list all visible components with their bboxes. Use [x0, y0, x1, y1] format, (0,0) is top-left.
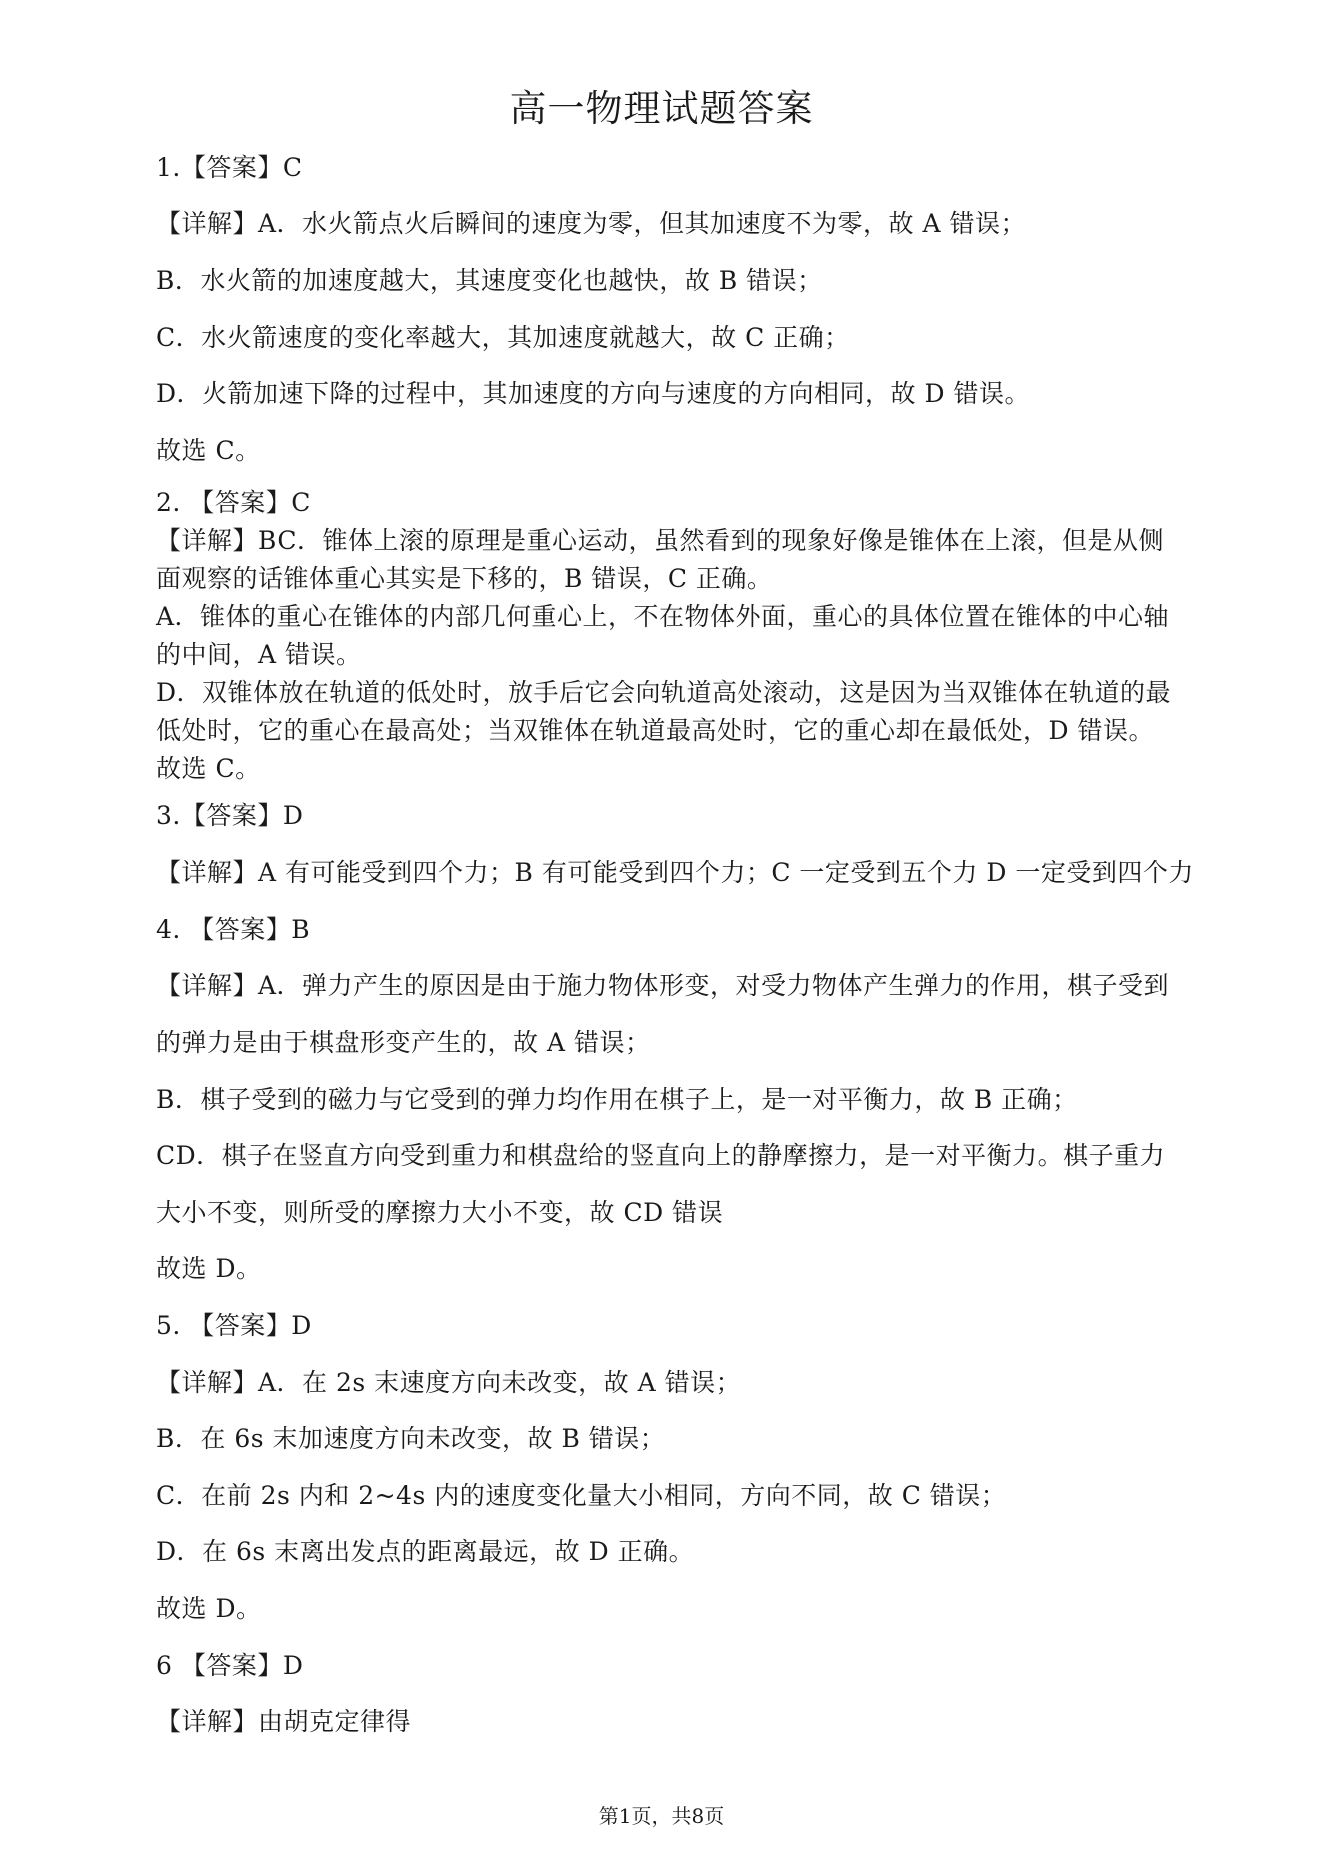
explanation-line: 大小不变，则所受的摩擦力大小不变，故 CD 错误: [156, 1198, 724, 1227]
explanation-line: 【详解】A 有可能受到四个力；B 有可能受到四个力；C 一定受到五个力 D 一定受到四个力: [156, 858, 1194, 887]
explanation-line: C．水火箭速度的变化率越大，其加速度就越大，故 C 正确；: [156, 323, 850, 352]
page-title: 高一物理试题答案: [509, 87, 814, 130]
answer-line: 5. 【答案】D: [156, 1311, 312, 1340]
explanation-line: 【详解】由胡克定律得: [156, 1707, 412, 1736]
conclusion-line: 故选 D。: [156, 1254, 262, 1283]
explanation-line: 【详解】A．弹力产生的原因是由于施力物体形变，对受力物体产生弹力的作用，棋子受到: [156, 971, 1170, 1000]
answer-line: 2. 【答案】C: [156, 488, 311, 517]
explanation-line: D．火箭加速下降的过程中，其加速度的方向与速度的方向相同，故 D 错误。: [156, 379, 1030, 408]
explanation-line: B．棋子受到的磁力与它受到的弹力均作用在棋子上，是一对平衡力，故 B 正确；: [156, 1085, 1078, 1114]
explanation-line: D．在 6s 末离出发点的距离最远，故 D 正确。: [156, 1537, 695, 1566]
explanation-line: D．双锥体放在轨道的低处时，放手后它会向轨道高处滚动，这是因为当双锥体在轨道的最: [156, 678, 1172, 707]
explanation-line: 的弹力是由于棋盘形变产生的，故 A 错误；: [156, 1028, 651, 1057]
explanation-line: 的中间，A 错误。: [156, 640, 362, 669]
explanation-line: C．在前 2s 内和 2~4s 内的速度变化量大小相同，方向不同，故 C 错误；: [156, 1481, 1007, 1510]
answer-line: 1.【答案】C: [156, 153, 303, 182]
answer-line: 4. 【答案】B: [156, 915, 311, 944]
explanation-line: CD．棋子在竖直方向受到重力和棋盘给的竖直向上的静摩擦力，是一对平衡力。棋子重力: [156, 1141, 1166, 1170]
explanation-line: 面观察的话锥体重心其实是下移的，B 错误，C 正确。: [156, 564, 773, 593]
answer-line: 3.【答案】D: [156, 801, 304, 830]
conclusion-line: 故选 C。: [156, 754, 261, 783]
conclusion-line: 故选 C。: [156, 436, 261, 465]
explanation-line: B．在 6s 末加速度方向未改变，故 B 错误；: [156, 1424, 666, 1453]
conclusion-line: 故选 D。: [156, 1594, 262, 1623]
explanation-line: 【详解】A．在 2s 末速度方向未改变，故 A 错误；: [156, 1368, 742, 1397]
explanation-line: 低处时，它的重心在最高处；当双锥体在轨道最高处时，它的重心却在最低处，D 错误。: [156, 716, 1154, 745]
page-footer: 第1页，共8页: [598, 1804, 725, 1828]
explanation-line: 【详解】A．水火箭点火后瞬间的速度为零，但其加速度不为零，故 A 错误；: [156, 209, 1027, 238]
answer-line: 6 【答案】D: [156, 1651, 304, 1680]
explanation-line: B．水火箭的加速度越大，其速度变化也越快，故 B 错误；: [156, 266, 823, 295]
explanation-line: A．锥体的重心在锥体的内部几何重心上，不在物体外面，重心的具体位置在锥体的中心轴: [156, 602, 1170, 631]
explanation-line: 【详解】BC．锥体上滚的原理是重心运动，虽然看到的现象好像是锥体在上滚，但是从侧: [156, 526, 1164, 555]
